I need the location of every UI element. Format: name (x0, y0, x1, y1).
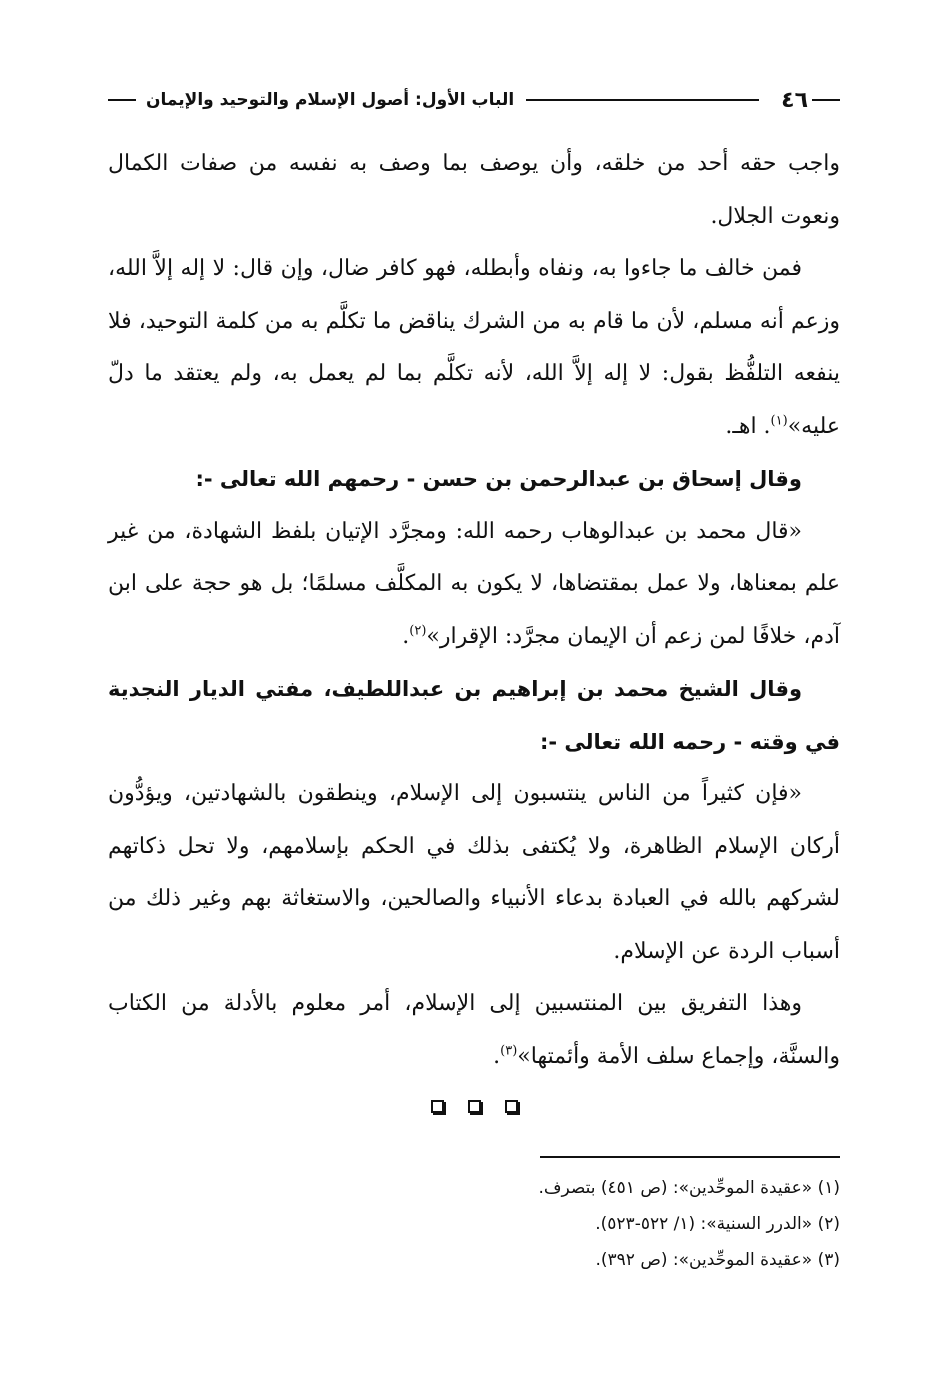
paragraph-1: واجب حقه أحد من خلقه، وأن يوصف بما وصف به نفسه من صفات الكمال ونعوت الجلال. (108, 151, 840, 229)
body-text (108, 138, 840, 1083)
paragraph-2-text: فمن خالف ما جاءوا به، ونفاه وأبطله، فهو كافر ضال، وإن قال: لا إله إلاَّ الله، وزعم أنه مسلم، لأن ما قام به من الشرك يناقض ما تكلَّم به من كلمة التوحيد، فلا ينفعه التلفُّظ بقول: لا إله إلاَّ الله، لأنه تكلَّم بما لم يعمل به، ولم يعتقد ما دلّ عليه» (108, 256, 840, 439)
paragraph-2 (108, 243, 840, 453)
book-page (108, 0, 840, 1388)
footnote-3: (٣) «عقيدة الموحِّدين»: (ص ٣٩٢). (595, 1250, 840, 1270)
header-rule-left (108, 99, 136, 101)
footnote-ref-3[interactable]: (٣) (500, 1043, 518, 1059)
paragraph-4 (108, 506, 840, 664)
paragraph-6: «فإن كثيراً من الناس ينتسبون إلى الإسلام، وينطقون بالشهادتين، ويؤدُّون أركان الإسلام الظاهرة، ولا يُكتفى بذلك في الحكم بإسلامهم، ولا تحل ذكاتهم لشركهم بالله في العبادة بدعاء الأنبياء والصالحين، والاستغاثة بهم وغير ذلك من أسباب الردة عن الإسلام. (108, 781, 840, 964)
section-heading-2: وقال الشيخ محمد بن إبراهيم بن عبداللطيف، مفتي الديار النجدية في وقته - رحمه الله تعالى -: (108, 677, 840, 754)
shadowed-square-icon (431, 1100, 444, 1113)
section-heading-1: وقال إسحاق بن عبدالرحمن بن حسن - رحمهم الله تعالى -: (195, 467, 802, 491)
paragraph-4-text: «قال محمد بن عبدالوهاب رحمه الله: ومجرَّد الإتيان بلفظ الشهادة، من غير علم بمعناها، ولا عمل بمقتضاها، لا يكون به المكلَّف مسلمًا؛ بل هو حجة على ابن آدم، خلافًا لمن زعم أن الإيمان مجرَّد: الإقرار» (108, 518, 840, 649)
shadowed-square-icon (505, 1100, 518, 1113)
footnote-ref-1[interactable]: (١) (770, 413, 788, 429)
paragraph-2-end: . اهـ. (725, 413, 771, 439)
footnote-ref-2[interactable]: (٢) (409, 623, 427, 639)
paragraph-7-text: وهذا التفريق بين المنتسبين إلى الإسلام، أمر معلوم بالأدلة من الكتاب والسنَّة، وإجماع سلف الأمة وأئمتها» (108, 991, 840, 1069)
paragraph-4-end: . (402, 623, 410, 649)
footnote-1: (١) «عقيدة الموحِّدين»: (ص ٤٥١) بتصرف. (538, 1178, 840, 1198)
footnotes (108, 1170, 840, 1278)
paragraph-7 (108, 978, 840, 1083)
section-separator (108, 1100, 840, 1113)
running-title: الباب الأول: أصول الإسلام والتوحيد والإيمان (146, 90, 515, 110)
footnote-2: (٢) «الدرر السنية»: (١/ ٥٢٢-٥٢٣). (595, 1214, 840, 1234)
page-number: ٤٦ (781, 87, 808, 113)
footnote-rule (540, 1156, 840, 1158)
running-header (108, 80, 840, 120)
paragraph-7-end: . (493, 1043, 501, 1069)
header-rule-right (812, 99, 840, 101)
header-rule-middle (526, 99, 759, 101)
shadowed-square-icon (468, 1100, 481, 1113)
